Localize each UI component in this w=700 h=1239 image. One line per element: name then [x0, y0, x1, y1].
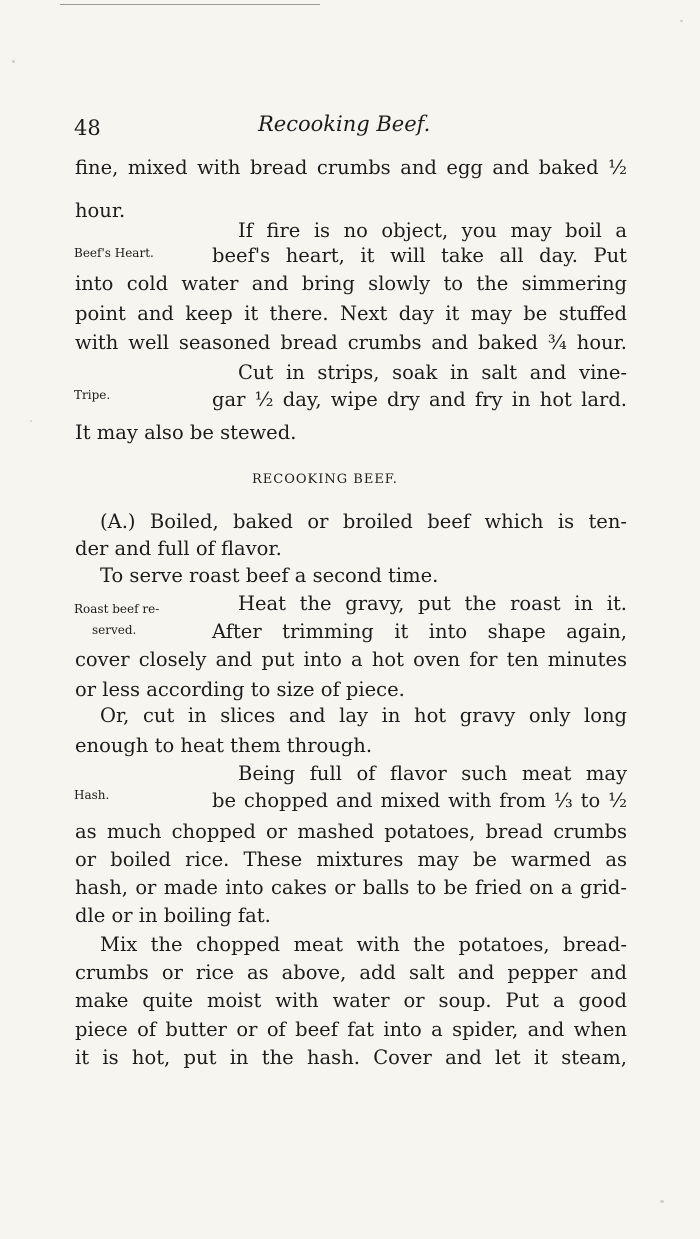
text-line: hash, or made into cakes or balls to be fried on a grid-	[75, 876, 627, 899]
text-line: To serve roast beef a second time.	[100, 564, 439, 587]
text-line: make quite moist with water or soup. Put a good	[75, 989, 627, 1012]
text-line: If fire is no object, you may boil a	[238, 219, 627, 242]
text-line: it is hot, put in the hash. Cover and let it steam,	[75, 1046, 627, 1069]
text-line: hour.	[75, 199, 126, 222]
text-line: with well seasoned bread crumbs and baked ¾ hour.	[75, 331, 627, 354]
page-number: 48	[74, 116, 101, 140]
section-heading: RECOOKING BEEF.	[252, 472, 398, 487]
margin-note-hash: Hash.	[74, 788, 110, 802]
text-line: fine, mixed with bread crumbs and egg and baked ½	[75, 156, 627, 179]
paper-speck	[660, 1200, 664, 1203]
text-line: crumbs or rice as above, add salt and pepper and	[75, 961, 627, 984]
text-line: Or, cut in slices and lay in hot gravy only long	[100, 704, 627, 727]
text-line: be chopped and mixed with from ⅓ to ½	[212, 789, 627, 812]
paper-speck	[12, 60, 15, 63]
text-line: piece of butter or of beef fat into a spider, and when	[75, 1018, 627, 1041]
paper-speck	[680, 20, 683, 22]
text-line: After trimming it into shape again,	[212, 620, 627, 643]
text-line: (A.) Boiled, baked or broiled beef which is ten-	[100, 510, 627, 533]
margin-note-roast-beef: Roast beef re-	[74, 602, 160, 616]
text-line: enough to heat them through.	[75, 734, 373, 757]
text-line: or less according to size of piece.	[75, 678, 405, 701]
text-line: cover closely and put into a hot oven for ten minutes	[75, 648, 627, 671]
text-line: or boiled rice. These mixtures may be warmed as	[75, 848, 627, 871]
text-line: Mix the chopped meat with the potatoes, bread-	[100, 933, 627, 956]
text-line: into cold water and bring slowly to the simmering	[75, 272, 627, 295]
margin-note-roast-beef-cont: served.	[92, 623, 137, 637]
text-line: point and keep it there. Next day it may be stuffed	[75, 302, 627, 325]
text-line: It may also be stewed.	[75, 421, 297, 444]
text-line: Being full of flavor such meat may	[238, 762, 627, 785]
paper-speck	[30, 420, 32, 422]
margin-note-beefs-heart: Beef's Heart.	[74, 246, 154, 260]
text-line: as much chopped or mashed potatoes, bread crumbs	[75, 820, 627, 843]
text-line: dle or in boiling fat.	[75, 904, 271, 927]
text-line: gar ½ day, wipe dry and fry in hot lard.	[212, 388, 627, 411]
top-rule	[60, 4, 320, 5]
running-title: Recooking Beef.	[258, 112, 431, 136]
text-line: beef's heart, it will take all day. Put	[212, 244, 627, 267]
text-line: Heat the gravy, put the roast in it.	[238, 592, 627, 615]
text-line: der and full of flavor.	[75, 537, 282, 560]
text-line: Cut in strips, soak in salt and vine-	[238, 361, 627, 384]
margin-note-tripe: Tripe.	[74, 388, 111, 402]
